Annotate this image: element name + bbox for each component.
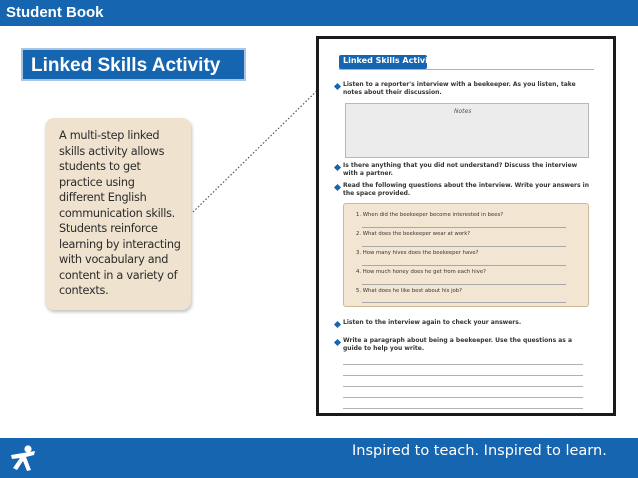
diamond-bullet-icon — [334, 83, 341, 90]
star-figure-logo-icon — [8, 444, 38, 472]
instruction-3: Read the following questions about the interview. Write your answers in the space provided. — [343, 182, 589, 197]
tab-divider — [339, 69, 594, 70]
callout-line: contexts. — [59, 284, 109, 297]
callout-line: communication skills. — [59, 206, 175, 220]
footer-bar — [0, 438, 638, 478]
callout-line: Students reinforce — [59, 222, 158, 235]
writing-line — [343, 375, 583, 376]
answer-line — [362, 284, 566, 285]
callout-line: A multi-step linked — [59, 129, 160, 142]
callout-line: skills activity allows — [59, 144, 165, 158]
page-tab — [339, 55, 437, 69]
header-title: Student Book — [6, 4, 104, 21]
question-3: 3. How many hives does the beekeeper have? — [356, 250, 479, 256]
question-1: 1. When did the beekeeper become interested in bees? — [356, 212, 504, 218]
workbook-page-thumbnail — [316, 36, 616, 416]
diamond-bullet-icon — [334, 339, 341, 346]
question-5: 5. What does he like best about his job? — [356, 288, 462, 294]
footer-slogan: Inspired to teach. Inspired to learn. — [352, 443, 607, 459]
question-2: 2. What does the beekeeper wear at work? — [356, 231, 471, 237]
diamond-bullet-icon — [334, 321, 341, 328]
writing-line — [343, 397, 583, 398]
callout-line: learning by interacting — [59, 237, 181, 251]
question-4: 4. How much honey does he get from each hive? — [356, 269, 486, 275]
callout-line: students to get — [59, 160, 141, 173]
instruction-2: Is there anything that you did not understand? Discuss the interview with a partner. — [343, 162, 578, 177]
questions-box — [343, 203, 589, 307]
answer-line — [362, 265, 566, 266]
page-tab-label: Linked Skills Activity — [343, 56, 437, 65]
writing-line — [343, 408, 583, 409]
instruction-1: Listen to a reporter's interview with a beekeeper. As you listen, take notes about their discussion. — [343, 81, 576, 96]
instruction-5: Write a paragraph about being a beekeeper. Use the questions as a guide to help you write. — [343, 337, 572, 352]
callout-line: content in a variety of — [59, 268, 178, 282]
diamond-bullet-icon — [334, 184, 341, 191]
section-heading: Linked Skills Activity — [31, 55, 221, 76]
callout-line: practice using — [59, 175, 135, 189]
writing-line — [343, 364, 583, 365]
answer-line — [362, 246, 566, 247]
notes-box — [345, 103, 589, 158]
writing-line — [343, 386, 583, 387]
answer-line — [362, 302, 566, 303]
notes-label: Notes — [454, 108, 472, 115]
instruction-4: Listen to the interview again to check your answers. — [343, 319, 522, 326]
diamond-bullet-icon — [334, 164, 341, 171]
callout-line: with vocabulary and — [59, 253, 169, 266]
callout-line: different English — [59, 191, 147, 204]
answer-line — [362, 227, 566, 228]
